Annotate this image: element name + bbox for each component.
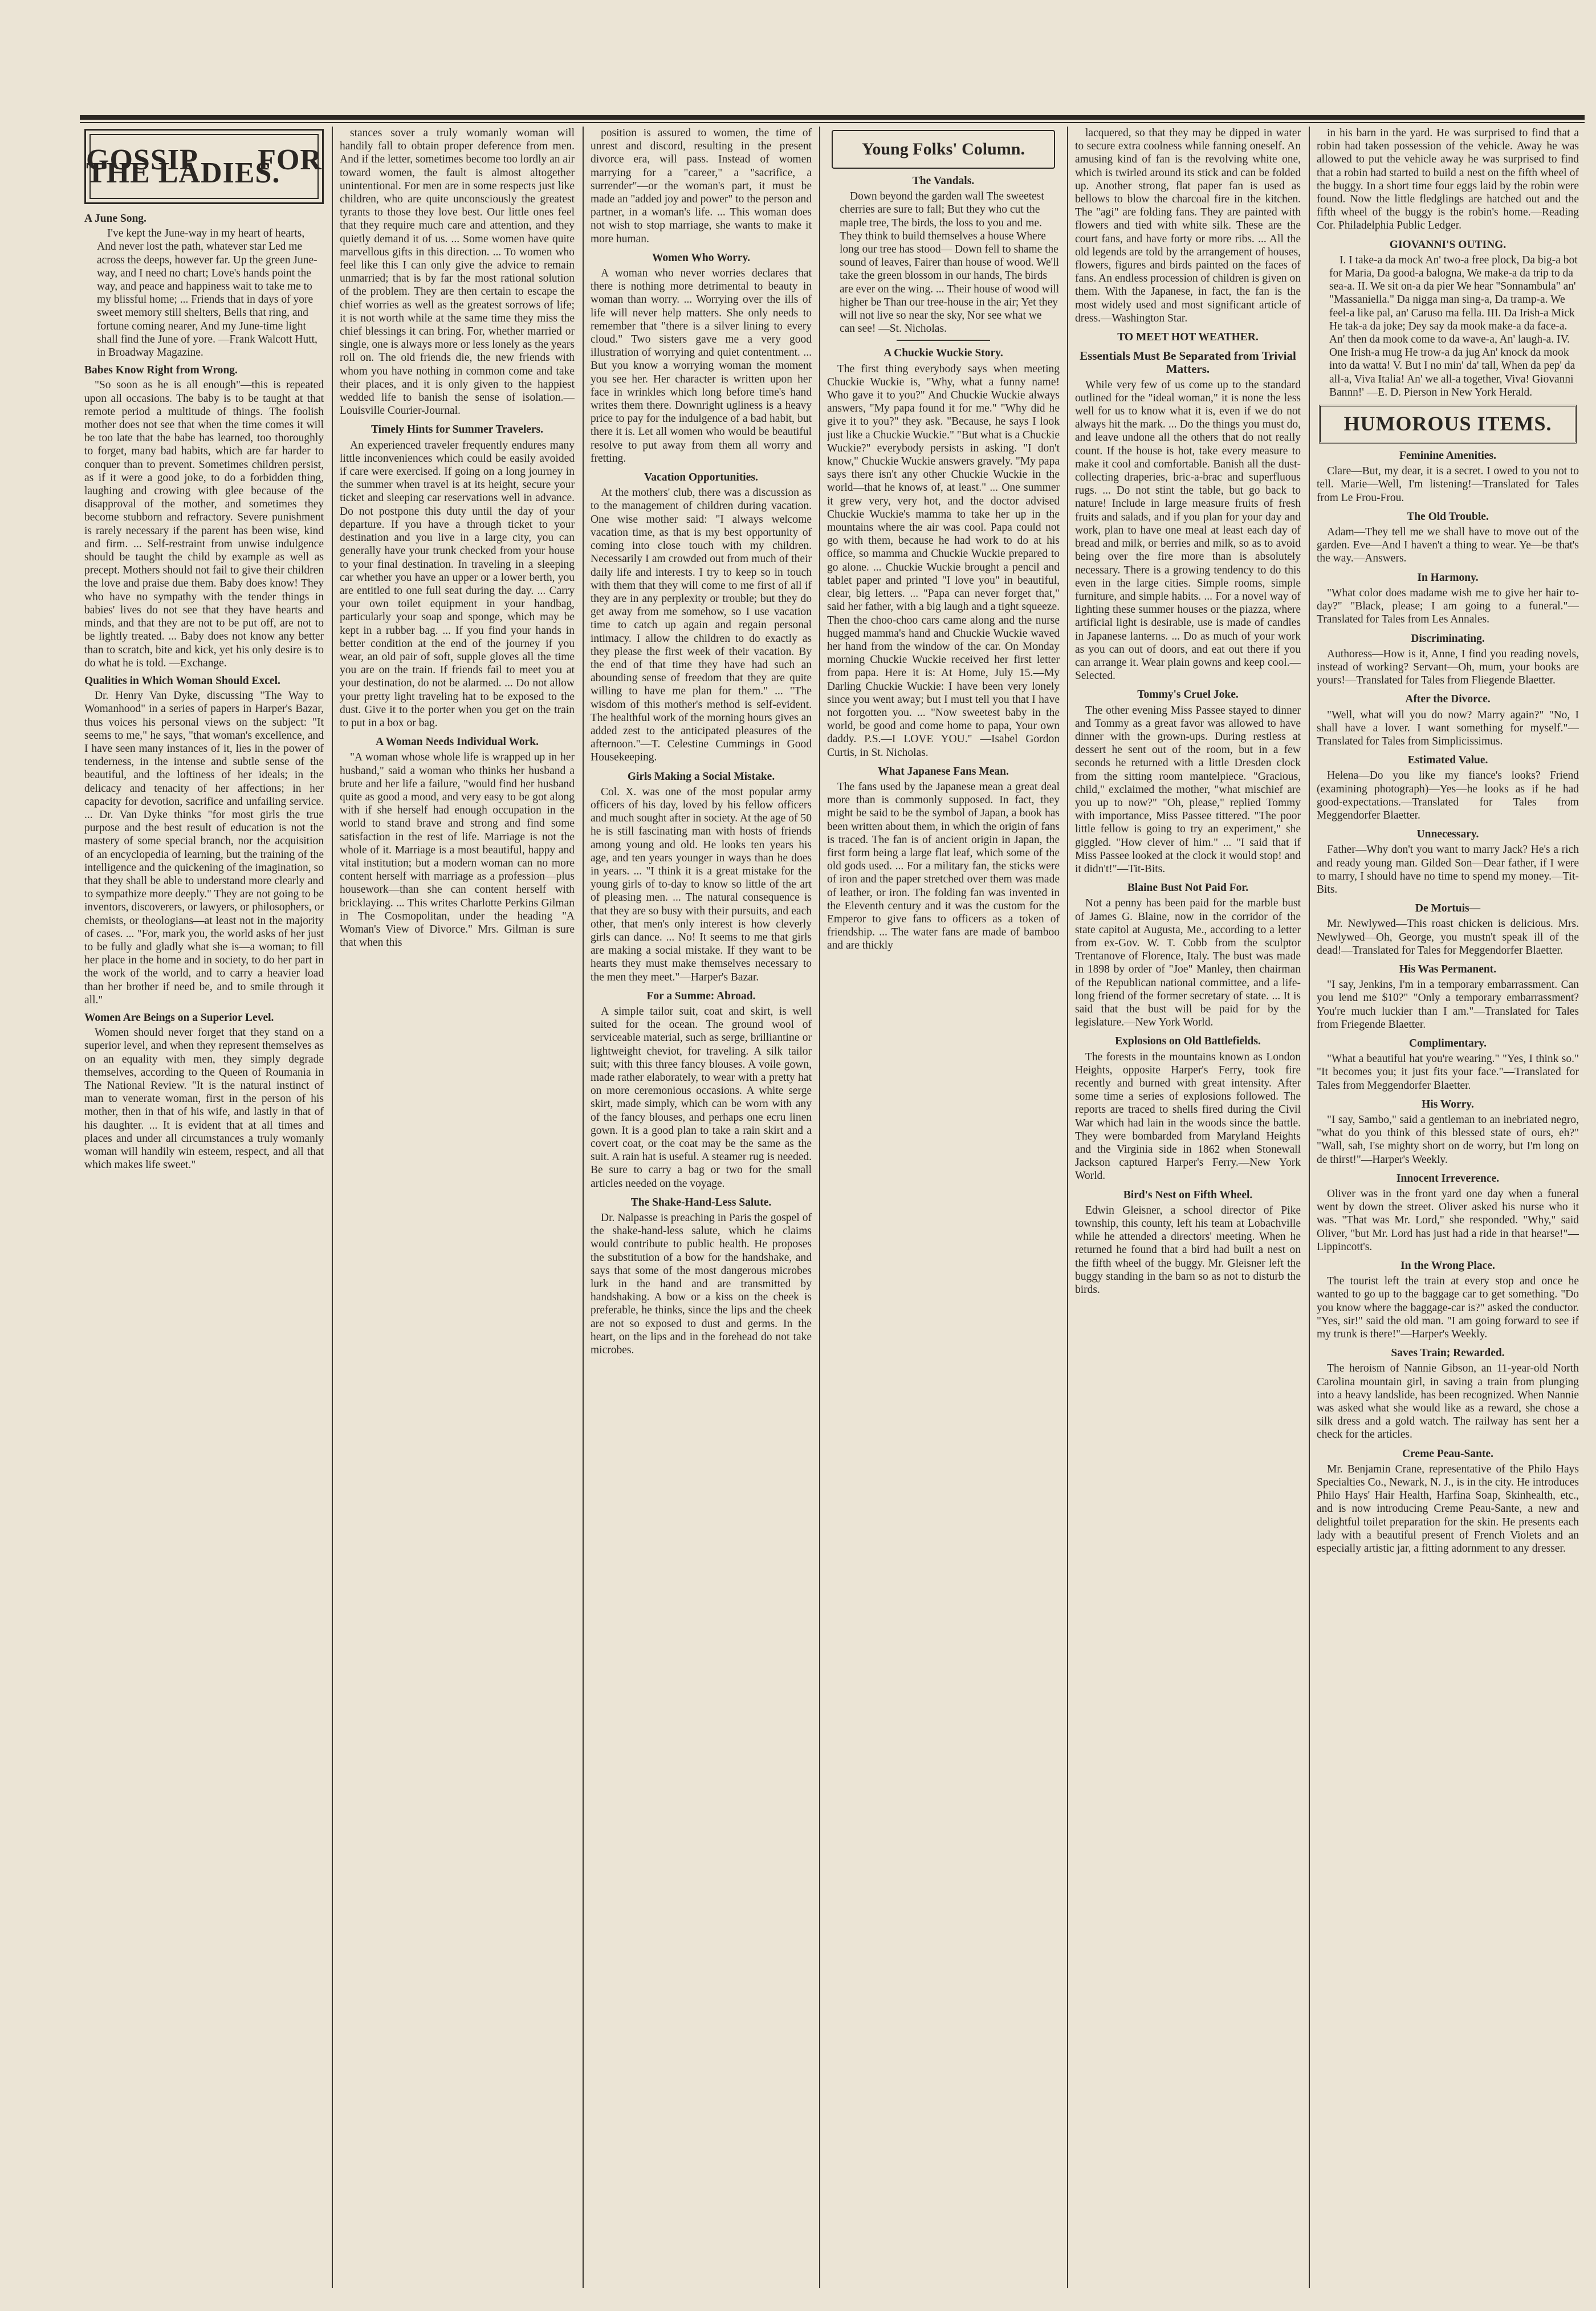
giovanni-title: GIOVANNI'S OUTING.	[1389, 238, 1507, 251]
mortuis-article: Mr. Newlywed—This roast chicken is delicious. Mrs. Newlywed—Oh, George, you mustn't speak ill of the dead!—Translated for Tales for Meggendorfer Blaetter.	[1317, 918, 1579, 957]
explosions-title: Explosions on Old Battlefields.	[1115, 1035, 1261, 1048]
babes-article: "So soon as he is all enough"—this is repeated upon all occasions. The baby is to be taught at that remote period a multitude of things. The foolish mother does not see that when the time comes it will be too late that the babe has learned, too thoroughly to forget, many bad habits, which are far harder to conquer than to prevent. Sometimes children persist, as if it were a good joke, to do a forbidden thing, laughing and crowing with glee because of the disapproval of the mother, and sometimes they become stubborn and refractory. Severe punishment is rarely necessary if the parent has been wise, kind and firm. ... Self-restraint from unwise indulgence should be taught the child by example as well as precept. Mothers should not fail to give their children the love and praise due them. Baby does know! They who have no sympathy with the tender things in babies' lives do not see that they have hearts and minds, and that they are not to be put off, are not to be lightly treated. ... Baby does not know any better than to scratch, bite and kick, yet his only desire is to do what he is told. —Exchange.	[84, 379, 324, 669]
hot-article: While very few of us come up to the standard outlined for the "ideal woman," it is none the less well for us to know what it is, even if we do not always hit the mark. ... Do the things you must do, and leave undone all the others that do not really count. If the house is hot, take every measure to make it cool and comfortable. Banish all the dust-collecting draperies, bric-a-brac and superfluous rugs. ... Do not stint the table, but go back to nature! Include in large measure fruits of fresh fruits and salads, and if you plan for your day and work, plan to have one meal at least each day of bread and milk, or berries and milk, so as to avoid being over the fire more than is absolutely necessary. There is a growing tendency to do this even in the large cities. Simple rooms, simple furniture, and simple habits. ... For a novel way of lighting these summer houses or the piazza, where artificial light is desirable, use is made of candles in Japanese lanterns. ... Do as much of your work as you can out of doors, and eat out there if you can arrange it. Wear plain gowns and keep cool.—Selected.	[1075, 379, 1301, 682]
chuckie-title: A Chuckie Wuckie Story.	[883, 347, 1003, 360]
column-6	[1317, 127, 1579, 2292]
gossip-header	[84, 129, 324, 204]
unnecessary-title: Unnecessary.	[1416, 828, 1479, 841]
indiv-article: "A woman whose whole life is wrapped up in her husband," said a woman who thinks her husband a brute and her life a failure, "would find her husband quite as good a mood, and very easy to be got along with if she herself had enough occupation in the world to stand brave and strong and find some satisfaction in the rest of life. Marriage is not the whole of it. Marriage is a most beautiful, happy and vital institution; but a modern woman can no more content herself with marriage as a profession—plus housework—than she can content herself with bricklaying. ... This writes Charlotte Perkins Gilman in The Cosmopolitan, under the heading "A Woman's View of Divorce." Mrs. Gilman is sure that when this	[340, 751, 575, 949]
indiv-title: A Woman Needs Individual Work.	[376, 736, 539, 748]
tommy-article: The other evening Miss Passee stayed to dinner and Tommy as a great favor was allowed to have dinner with the grown-ups. During restless at dessert he sent out of the room, but in a few seconds he returned with a little Dresden clock from the sitting room mantelpiece. "Gracious, child," exclaimed the mother, "what mischief are you up to now?" "Oh, please," replied Tommy with importance, Miss Passee tittered. "The poor little fellow is going to try an experiment," she giggled. "How clever of him." ... "I said that if Miss Passee looked at the clock it would stop! and it didn't!"—Tit-Bits.	[1075, 704, 1301, 875]
amenities-title: Feminine Amenities.	[1399, 450, 1497, 462]
divorce-title: After the Divorce.	[1405, 693, 1491, 706]
shake-title: The Shake-Hand-Less Salute.	[630, 1196, 772, 1209]
column-2	[340, 127, 575, 2292]
bird-title: Bird's Nest on Fifth Wheel.	[1123, 1189, 1253, 1201]
discrim-title: Discriminating.	[1411, 632, 1485, 645]
saves-train-title: Saves Train; Rewarded.	[1391, 1347, 1505, 1360]
humorous-header-text: HUMOROUS ITEMS.	[1343, 412, 1552, 436]
estimated-title: Estimated Value.	[1407, 754, 1488, 767]
discrim-article: Authoress—How is it, Anne, I find you reading novels, instead of working? Servant—Oh, mum, your books are yours!—Translated for Tales from Fliegende Blaetter.	[1317, 648, 1579, 687]
timely-title: Timely Hints for Summer Travelers.	[370, 424, 544, 436]
amenities-article: Clare—But, my dear, it is a secret. I owed to you not to tell. Marie—Well, I'm listening!—Translated for Tales from Le Frou-Frou.	[1317, 465, 1579, 504]
wrong-place-article: The tourist left the train at every stop and once he wanted to go up to the baggage car to get something. "Do you know where the baggage-car is?" asked the conductor. "Yes, sir!" said the old man. "I am going forward to see if my trunk is there!"—Harper's Weekly.	[1317, 1275, 1579, 1341]
fans-article: The fans used by the Japanese mean a great deal more than is commonly supposed. In fact, they might be said to be the symbol of Japan, a book has been written about them, in which the origin of fans is traced. The fan is of ancient origin in Japan, the first form being a large flat leaf, which some of the old gods used. ... For a military fan, the sticks were of iron and the paper stretched over them was made of leather, or iron. The folding fan was invented in the Eleventh century and it was the custom for the Emperor to give fans to officers as a token of friendship. ... The water fans are made of bamboo and are thickly	[827, 780, 1060, 952]
trouble-title: The Old Trouble.	[1407, 510, 1489, 523]
hot-subtitle: Essentials Must Be Separated from Trivial Matters.	[1080, 349, 1296, 376]
june-song-poem: I've kept the June-way in my heart of hearts, And never lost the path, whatever star Led me across the deeps, however far. Up the green June-way, and I need no chart; Love's hands point the way, and peace and happiness wait to take me to my blissful home; ... Friends that in days of yore sweet memory still shelters, Bells that ring, and fortune coming nearer, And my June-time light shall find the June of yore. —Frank Walcott Hutt, in Broadway Magazine.	[97, 227, 317, 359]
worry-article: A woman who never worries declares that there is nothing more detrimental to beauty in woman than worry. ... Worrying over the ills of life will never help matters. She only needs to remember that "there is a silver lining to every cloud." Two sisters gave me a very good illustration of worrying and quiet contentment. ... But you know a worrying woman the moment you see her. Her character is written upon her face in wrinkles which long before time's hand writes them there. Downright ugliness is a heavy price to pay for the indulgence of a bad habit, but there it is. Let all women who would be beautiful resolve to put away from them all worry and fretting.	[591, 267, 812, 465]
creme-article: Mr. Benjamin Crane, representative of the Philo Hays Specialties Co., Newark, N. J., is in the city. He introduces Philo Hays' Hair Health, Harfina Soap, Skinhealth, etc., and is now introducing Creme Peau-Sante, a new and delightful toilet preparation for the skin. He presents each lady with a beautiful present of French Violets and an especially artistic jar, a fitting adornment to any dresser.	[1317, 1463, 1579, 1555]
column-3	[591, 127, 812, 2292]
giovanni-poem: I. I take-a da mock An' two-a free plock, Da big-a bot for Maria, Da good-a balogna, We make-a da trip to da sea-a. II. We sit on-a da pier We hear "Sonnambula" an' "Massaniella." Da nigga man sing-a, Da tramp-a. We feel-a like pal, an' Caruso ma fella. III. Da Irish-a Mick He tak-a da joke; Dey say da mook make-a da face-a. An' then da mook come to da wave-a, An' laugh-a. IV. One Irish-a mug He trow-a da jug An' knock da mook into da watta! V. But I no min' da' tall, When da pep' da all-a, Viva Italia! An' we all-a together, Viva! Giovanni Bannn!' —E. D. Pierson in New York Herald.	[1329, 254, 1578, 398]
vacation-article: At the mothers' club, there was a discussion as to the management of children during vacation. One wise mother said: "I always welcome vacation time, as that is my best opportunity of coming into close touch with my children. Necessarily I am crowded out from much of their daily life and interests. I try to keep so in touch with them that they will come to me first of all if they are in any perplexity or trouble; but they do get away from me somehow, so I use vacation time to catch up again and regain personal intimacy. I allow the children to do exactly as they please the first week of their vacation. By the end of that time they have had such an abounding sense of freedom that they are quite willing to have me plan for them." ... "The wisdom of this mother's method is self-evident. The healthful work of the morning hours gives an added zest to the anticipated pleasures of the afternoon."—T. Celestine Cummings in Good Housekeeping.	[591, 487, 812, 764]
mortuis-title: De Mortuis—	[1415, 902, 1481, 915]
harmony-article: "What color does madame wish me to give her hair to-day?" "Black, please; I am going to a funeral."—Translated for Tales from Les Annales.	[1317, 587, 1579, 626]
estimated-article: Helena—Do you like my fiance's looks? Friend (examining photograph)—Yes—he looks as if he had good-expectations.—Translated for Tales from Meggendorfer Blaetter.	[1317, 770, 1579, 821]
irreverence-article: Oliver was in the front yard one day when a funeral went by down the street. Oliver asked his nurse who it was. "That was Mr. Lord," she responded. "Why," said Oliver, "but Mr. Lord has just had a ride in that hearse!"—Lippincott's.	[1317, 1188, 1579, 1253]
column-divider	[583, 127, 584, 2288]
divorce-article: "Well, what will you do now? Marry again?" "No, I shall have a lover. I want something for myself."—Translated for Tales from Simplicissimus.	[1317, 709, 1579, 747]
complimentary-title: Complimentary.	[1409, 1037, 1487, 1049]
worry-title: Women Who Worry.	[652, 251, 751, 264]
vandals-poem: Down beyond the garden wall The sweetest cherries are sure to fall; But they who cut the maple tree, The birds, the loss to you and me. They think to build themselves a house Where long our tree has stood— Down fell to shame the sound of leaves, Fairer than house of wood. We'll take the green blossom in our hands, The birds are ever on the wing. ... Their house of wood will higher be Than our tree-house in the air; Yet they will not live so near the sky, Nor see what we can see! —St. Nicholas.	[840, 190, 1060, 335]
column-divider	[1309, 127, 1310, 2288]
humorous-header	[1319, 405, 1577, 444]
permanent-title: His Was Permanent.	[1399, 963, 1497, 975]
june-song-title: A June Song.	[84, 213, 146, 225]
complimentary-article: "What a beautiful hat you're wearing." "Yes, I think so." "It becomes you; it just fits your face."—Translated for Tales from Meggendorfer Blaetter.	[1317, 1053, 1579, 1092]
bird-article: Edwin Gleisner, a school director of Pike township, this county, left his team at Lobachville while he attended a directors' meeting. When he returned he found that a bird had built a nest on the fifth wheel of the buggy. Mr. Gleisner left the buggy standing in the barn so as not to disturb the birds.	[1075, 1204, 1301, 1296]
superior-article: Women should never forget that they stand on a superior level, and when they represent themselves as on an equality with men, they simply degrade themselves, according to the Queen of Roumania in The National Review. "It is the natural instinct of man to venerate woman, first in the person of his mother, then in that of his wife, and lastly in that of his daughter. ... It is evident that at all times and places and under all circumstances a truly womanly woman will handily win esteem, respect, and all that which makes life sweet."	[84, 1027, 324, 1171]
hot-title: TO MEET HOT WEATHER.	[1117, 331, 1259, 344]
wrong-place-title: In the Wrong Place.	[1400, 1260, 1495, 1272]
irreverence-title: Innocent Irreverence.	[1396, 1172, 1500, 1185]
babes-title: Babes Know Right from Wrong.	[84, 364, 238, 377]
vacation-title: Vacation Opportunities.	[644, 471, 758, 484]
column-divider	[1067, 127, 1068, 2288]
summer-title: For a Summe: Abroad.	[646, 990, 756, 1002]
chuckie-article: The first thing everybody says when meeting Chuckie Wuckie is, "Why, what a funny name! Who gave it to you?" And Chuckie Wuckie always answers, "My papa found it for me." "Why did he give it to you?" they ask. "Because, he says I look just like a Chuckie Wuckie." "But what is a Chuckie Wuckie?" everybody persists in asking. "I don't know," Chuckie Wuckie answers gravely. "My papa says there isn't any other Chuckie Wuckie in the world—that he knows of, at least." ... One summer it grew very, very hot, and the doctor advised Chuckie Wuckie's mamma to take her up in the mountains where the air was cool. Papa could not go with them, because he had work to do at his office, so mamma and Chuckie Wuckie prepared to go alone. ... Chuckie Wuckie brought a pencil and tablet paper and printed "I love you" in beautiful, clear, big letters. ... "Papa can never forget that," said her father, with a big laugh and a tight squeeze. Then the choo-choo cars came along and the nurse hugged mamma's hand and Chuckie Wuckie waved her hand from the window of the car. On Monday morning Chuckie Wuckie received her first letter from papa. Here it is: At Home, July 15.—My Darling Chuckie Wuckie: I have been very lonely since you went away; but I must tell you that I have not forgotten you. ... "Now sweetest baby in the world, be good and come home to papa, Your own daddy. P.S.—I LOVE YOU." —Isabel Gordon Curtis, in St. Nicholas.	[827, 363, 1060, 759]
vandals-title: The Vandals.	[912, 175, 975, 187]
permanent-article: "I say, Jenkins, I'm in a temporary embarrassment. Can you lend me $10?" "Only a temporary embarrassment? You're much luckier than I am."—Translated for Tales from Friegende Blaetter.	[1317, 979, 1579, 1031]
col2-intro: stances sover a truly womanly woman will handily fall to obtain proper deference from men. And if the letter, sometimes become too lordly an air toward women, the fault is almost altogether unintentional. For men are in some respects just like children, who are quite unconsciously the greatest tyrants to those they love best. Our little ones feel that they require much care and attention, and they quietly demand it of us. ... Some women have quite marvellous gifts in this direction. ... To women who feel like this I can only give the advice to remain unmarried; that is by far the most rational solution of the problem. They are then certain to escape the chief worries as well as the greatest sorrows of life; it is not worth while at the same time they miss the chief blessings it can bring. For, whether married or single, one is always more or less lonely as the years roll on. The old friends die, the new friends with whom you have nothing in common come and take their places, and it is only given to the happiest wedded life to banish the sense of isolation.—Louisville Courier-Journal.	[340, 127, 575, 417]
saves-train-article: The heroism of Nannie Gibson, an 11-year-old North Carolina mountain girl, in saving a train from plunging into a heavy landslide, has been recognized. When Nannie was asked what she would like as a reward, she chose a silk dress and a gold watch. The railway has sent her a check for the articles.	[1317, 1362, 1579, 1441]
unnecessary-article: Father—Why don't you want to marry Jack? He's a rich and ready young man. Gilded Son—Dear father, if I were to marry, I should have no time to spend my money.—Tit-Bits.	[1317, 844, 1579, 896]
blaine-title: Blaine Bust Not Paid For.	[1127, 882, 1249, 894]
worry-joke-article: "I say, Sambo," said a gentleman to an inebriated negro, "what do you think of this blessed state of ours, eh?" "Wall, sah, I'se mighty short on de worry, but I'm long on de thirst!"—Harper's Weekly.	[1317, 1114, 1579, 1166]
qualities-title: Qualities in Which Woman Should Excel.	[84, 674, 280, 687]
fans-title: What Japanese Fans Mean.	[878, 765, 1009, 778]
shake-article: Dr. Nalpasse is preaching in Paris the gospel of the shake-hand-less salute, which he claims would contribute to public health. He proposes the substitution of a bow for the handshake, and says that some of the most dangerous microbes lurk in the hand and are transmitted by handshaking. A bow or a kiss on the cheek is preferable, he thinks, since the lips and the cheek are not so exposed to dust and germs. In the heart, on the lips and in the forehead do not take microbes.	[591, 1212, 812, 1357]
creme-title: Creme Peau-Sante.	[1402, 1447, 1493, 1460]
gossip-header-text: GOSSIP FOR THE LADIES.	[86, 143, 322, 189]
worry-joke-title: His Worry.	[1422, 1098, 1474, 1110]
column-4	[827, 127, 1060, 2292]
top-rule	[80, 115, 1585, 120]
superior-title: Women Are Beings on a Superior Level.	[84, 1011, 274, 1024]
timely-article: An experienced traveler frequently endures many little inconveniences which could be easily avoided if care were exercised. If going on a long journey in the summer when travel is at its height, secure your ticket and sleeping car reservations well in advance. Do not postpone this duty until the day of your departure. If you have a through ticket to your destination and you live in a large city, you can generally have your trunk checked from your house to your final destination. In traveling in a sleeping car whether you have an upper or a lower berth, you are entitled to one full seat during the day. ... Carry your own toilet equipment in your handbag, particularly your soap and sponge, which may be kept in a rubber bag. ... If you find your hands in better condition at the end of the journey if you wear, an old pair of soft, supple gloves all the time you are on the train. If friends fail to meet you at your destination, do not be alarmed. ... Do not allow your pretty light traveling hat to be exposed to the dust. Give it to the porter when you get on the train to put in a box or bag.	[340, 439, 575, 729]
girls-title: Girls Making a Social Mistake.	[627, 770, 775, 783]
girls-article: Col. X. was one of the most popular army officers of his day, loved by his fellow officers and much sought after in society. At the age of 50 he is still fascinating man with hosts of friends among young and old. He looks ten years his age, and ten years younger in ways than he does in years. ... "I think it is a great mistake for the young girls of to-day to know so little of the art of pleasing men. ... The natural consequence is that they are so busy with their pursuits, and each other, that men's only interest is how cleverly girls can dance. ... No! It seems to me that girls are making a social mistake. If they want to be hearts they must make themselves necessary to the men they meet."—Harper's Bazar.	[591, 786, 812, 983]
separator	[897, 340, 990, 341]
top-rule-thin	[80, 122, 1585, 123]
col3-intro: position is assured to women, the time of unrest and discord, resulting in the present divorce era, will pass. Instead of women marrying for a "career," a "sacrifice, a surrender"—or the woman's part, it must be made an "added joy and power" to the person and partner, in a woman's life. ... This woman does not wish to stop marriage, she wants to make it more human.	[591, 127, 812, 245]
column-5	[1075, 127, 1301, 2292]
trouble-article: Adam—They tell me we shall have to move out of the garden. Eve—And I haven't a thing to wear. Ye—be that's the way.—Answers.	[1317, 526, 1579, 565]
young-folks-header	[832, 130, 1055, 169]
column-divider	[332, 127, 333, 2288]
blaine-article: Not a penny has been paid for the marble bust of James G. Blaine, now in the corridor of the state capitol at Augusta, Me., according to a letter from ex-Gov. W. T. Cobb from the sculptor Trentanove of Florence, Italy. The bust was made in 1898 by order of "Joe" Manley, then chairman of the Republican national committee, and a life-long friend of the former secretary of state. ... It is said that the bust will be paid for by the legislature.—New York World.	[1075, 897, 1301, 1029]
qualities-article: Dr. Henry Van Dyke, discussing "The Way to Womanhood" in a series of papers in Harper's Bazar, thus voices his personal views on the subject: "It seems to me," he says, "that woman's excellence, and I have seen many instances of it, lies in the power of tenderness, in the intense and subtle sense of the beautiful, and the loftiness of her ideals; in the delicacy and tenacity of her affections; in her capacity for devotion, sacrifice and unfailing service. ... Dr. Van Dyke thinks "for most girls the true purpose and the best result of education is not the mastery of some special branch, nor the acquisition of an encyclopedia of learning, but the training of the intelligence and the quickening of the imagination, so that they shall be able to understand more clearly and to sympathize more deeply." They are not going to be inventors, discoverers, or lawyers, or philosophers, or chemists, or theologians—at least not in the majority of cases. ... "For, mark you, the world asks of her just to be fully and gladly what she is—a woman; to fill her place in the home and in society, to do her part in the work of the world, and to carry a heavier load than her brother if need be, and to smile through it all."	[84, 690, 324, 1006]
column-divider	[819, 127, 820, 2288]
tommy-title: Tommy's Cruel Joke.	[1137, 689, 1239, 701]
harmony-title: In Harmony.	[1417, 571, 1479, 584]
explosions-article: The forests in the mountains known as London Heights, opposite Harper's Ferry, took fire recently and burned with great intensity. After some time a series of explosions followed. The reports are traced to shells fired during the Civil War which had lain in the woods since the battle. They were bombarded from Maryland Heights and the Virginia side in 1862 when Stonewall Jackson captured Harper's Ferry.—New York World.	[1075, 1051, 1301, 1182]
young-folks-header-text: Young Folks' Column.	[862, 140, 1025, 159]
col6-intro: in his barn in the yard. He was surprised to find that a robin had taken possession of the vehicle. Away he was allowed to put the vehicle away he was surprised to find that a robin had started to build a nest on the fifth wheel of the buggy. In a short time four eggs laid by the robin were found. Now the little fledglings are hatched out and the fifth wheel of the buggy is the robin's home.—Reading Cor. Philadelphia Public Ledger.	[1317, 127, 1579, 232]
column-1	[84, 127, 324, 2292]
col5-intro: lacquered, so that they may be dipped in water to secure extra coolness while fanning oneself. An amusing kind of fan is the revolving white one, which is twirled around its stick and can be folded up. Another strong, flat paper fan is used as bellows to blow the charcoal fire in the kitchen. The "agi" are folding fans. They are painted with flowers and tied with white silk. These are the court fans, and have forty or more ribs. ... All the old legends are told by the arrangement of houses, flowers, figures and birds painted on the faces of fans. An endless procession of children is given on them. With the Japanese, in fact, the fan is the most widely used and most significant article of dress.—Washington Star.	[1075, 127, 1301, 324]
summer-article: A simple tailor suit, coat and skirt, is well suited for the ocean. The ground wool of serviceable material, such as serge, brilliantine or lightweight cheviot, for traveling. A silk tailor suit; with this three fancy blouses. A voile gown, made rather elaborately, to wear with a pretty hat on more ceremonious occasions. A white serge skirt, made simply, which can be worn with any of the fancy blouses, and perhaps one ecru linen gown. It is a good plan to take a rain skirt and a covert coat, or the coat may be the same as the suit. A rain hat is useful. A steamer rug is needed. Be sure to carry a bag or two for the small articles needed on the voyage.	[591, 1006, 812, 1190]
